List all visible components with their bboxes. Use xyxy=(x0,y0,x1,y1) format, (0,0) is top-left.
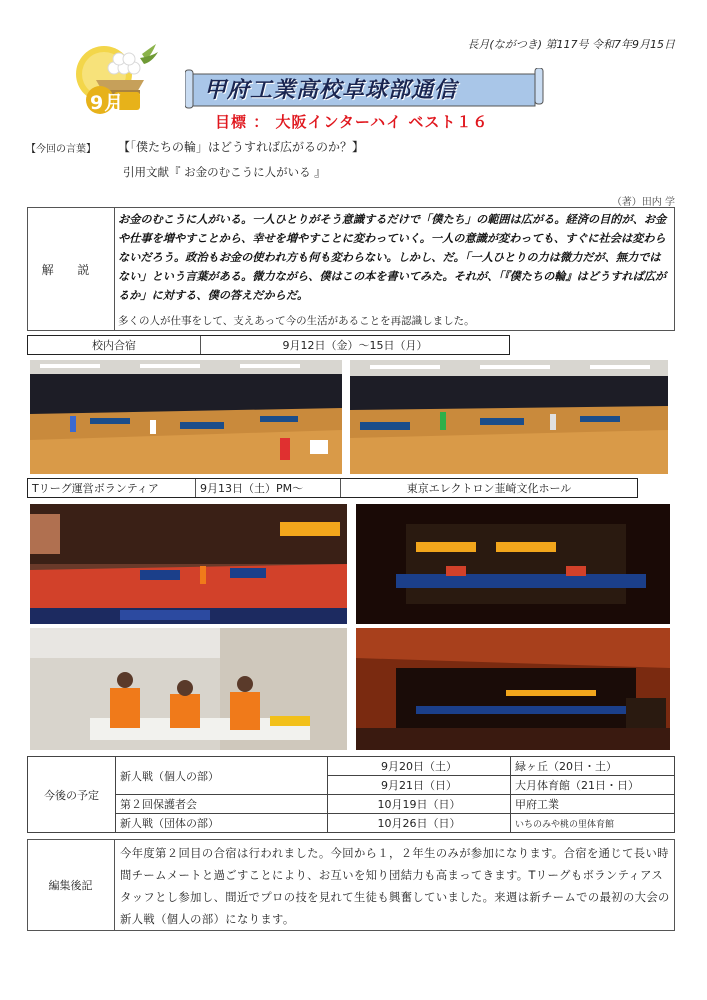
camp-label: 校内合宿 xyxy=(28,336,201,354)
volunteer-photo-arena xyxy=(30,504,347,624)
issue-line: 長月(ながつき) 第117号 令和7年9月15日 xyxy=(467,38,675,51)
camp-photo-right xyxy=(350,360,668,474)
schedule-event: 新人戦（団体の部） xyxy=(116,814,328,833)
schedule-event: 第２回保護者会 xyxy=(116,795,328,814)
camp-dates: 9月12日（金）〜15日（月） xyxy=(282,339,428,352)
schedule-place: 甲府工業 xyxy=(511,795,675,814)
schedule-date: 9月20日（土） xyxy=(328,757,511,776)
schedule-place: 大月体育館（21日・日） xyxy=(511,776,675,795)
volunteer-photo-hall xyxy=(356,628,670,750)
camp-row xyxy=(27,335,510,355)
table-row xyxy=(28,814,675,833)
schedule-place: 緑ヶ丘（20日・土） xyxy=(511,757,675,776)
newsletter-title: 甲府工業高校卓球部通信 xyxy=(204,78,458,103)
volunteer-label: Tリーグ運営ボランティア xyxy=(28,479,196,497)
quote-label: 【今回の言葉】 xyxy=(26,144,96,155)
schedule-date: 9月21日（日） xyxy=(328,776,511,795)
month-badge xyxy=(66,44,158,116)
schedule-place: いちのみや桃の里体育館 xyxy=(511,814,675,833)
quote-text: 【「僕たちの輪」はどうすれば広がるのか？】 xyxy=(118,140,365,154)
schedule-label: 今後の予定 xyxy=(28,757,116,833)
month-label: 9月 xyxy=(90,92,125,114)
editorial-body: 今年度第２回目の合宿は行われました。今回から１，２年生のみが参加になります。合宿を通じて長い時間チームメートと過ごすことにより、お互いを知り団結力も高まってきます。Tリーグもボランティアスタッフとし参加し、間近でプロの技を見れて生徒も興奮していました。来週は新チームでの最初の大会の新人戦（個人の部）になります。 xyxy=(120,847,670,926)
explanation-body: お金のむこうに人がいる。一人ひとりがそう意識するだけで「僕たち」の範囲は広がる。経済の目的が、お金や仕事を増やすことから、幸せを増やすことに変わっていく。一人の意識が変わっても、すぐに社会は変わらないだろう。政治もお金の使われ方も何も変わらない。しかし、だ。「一人ひとりの力は微力だが、無力ではない」という言葉がある。微力ながら、僕はこの本を書いてみた。それが、「『僕たちの輪』はどうすれば広がるか」に対する、僕の答えだからだ。 xyxy=(118,213,667,302)
volunteer-photo-stage xyxy=(356,504,670,624)
table-row xyxy=(28,795,675,814)
explanation-label: 解 説 xyxy=(27,207,115,331)
table-row xyxy=(28,757,675,776)
team-goal: 目標 ： 大阪インターハイ ベスト１６ xyxy=(215,113,489,131)
schedule-date: 10月26日（日） xyxy=(328,814,511,833)
volunteer-photo-staff xyxy=(30,628,347,750)
quote-author: （著）田内 学 xyxy=(611,197,675,208)
camp-photo-left xyxy=(30,360,342,474)
explanation-note: 多くの人が仕事をして、支えあって今の生活があることを再認識しました。 xyxy=(118,315,475,327)
schedule-date: 10月19日（日） xyxy=(328,795,511,814)
quote-citation: 引用文献『 お金のむこうに人がいる 』 xyxy=(123,165,326,179)
schedule-table xyxy=(27,756,675,833)
editorial-label: 編集後記 xyxy=(27,839,115,931)
volunteer-row xyxy=(27,478,638,498)
volunteer-venue: 東京エレクトロン韮崎文化ホール xyxy=(406,482,572,495)
schedule-event: 新人戦（個人の部） xyxy=(116,757,328,795)
volunteer-date: 9月13日（土）PM〜 xyxy=(196,479,341,497)
